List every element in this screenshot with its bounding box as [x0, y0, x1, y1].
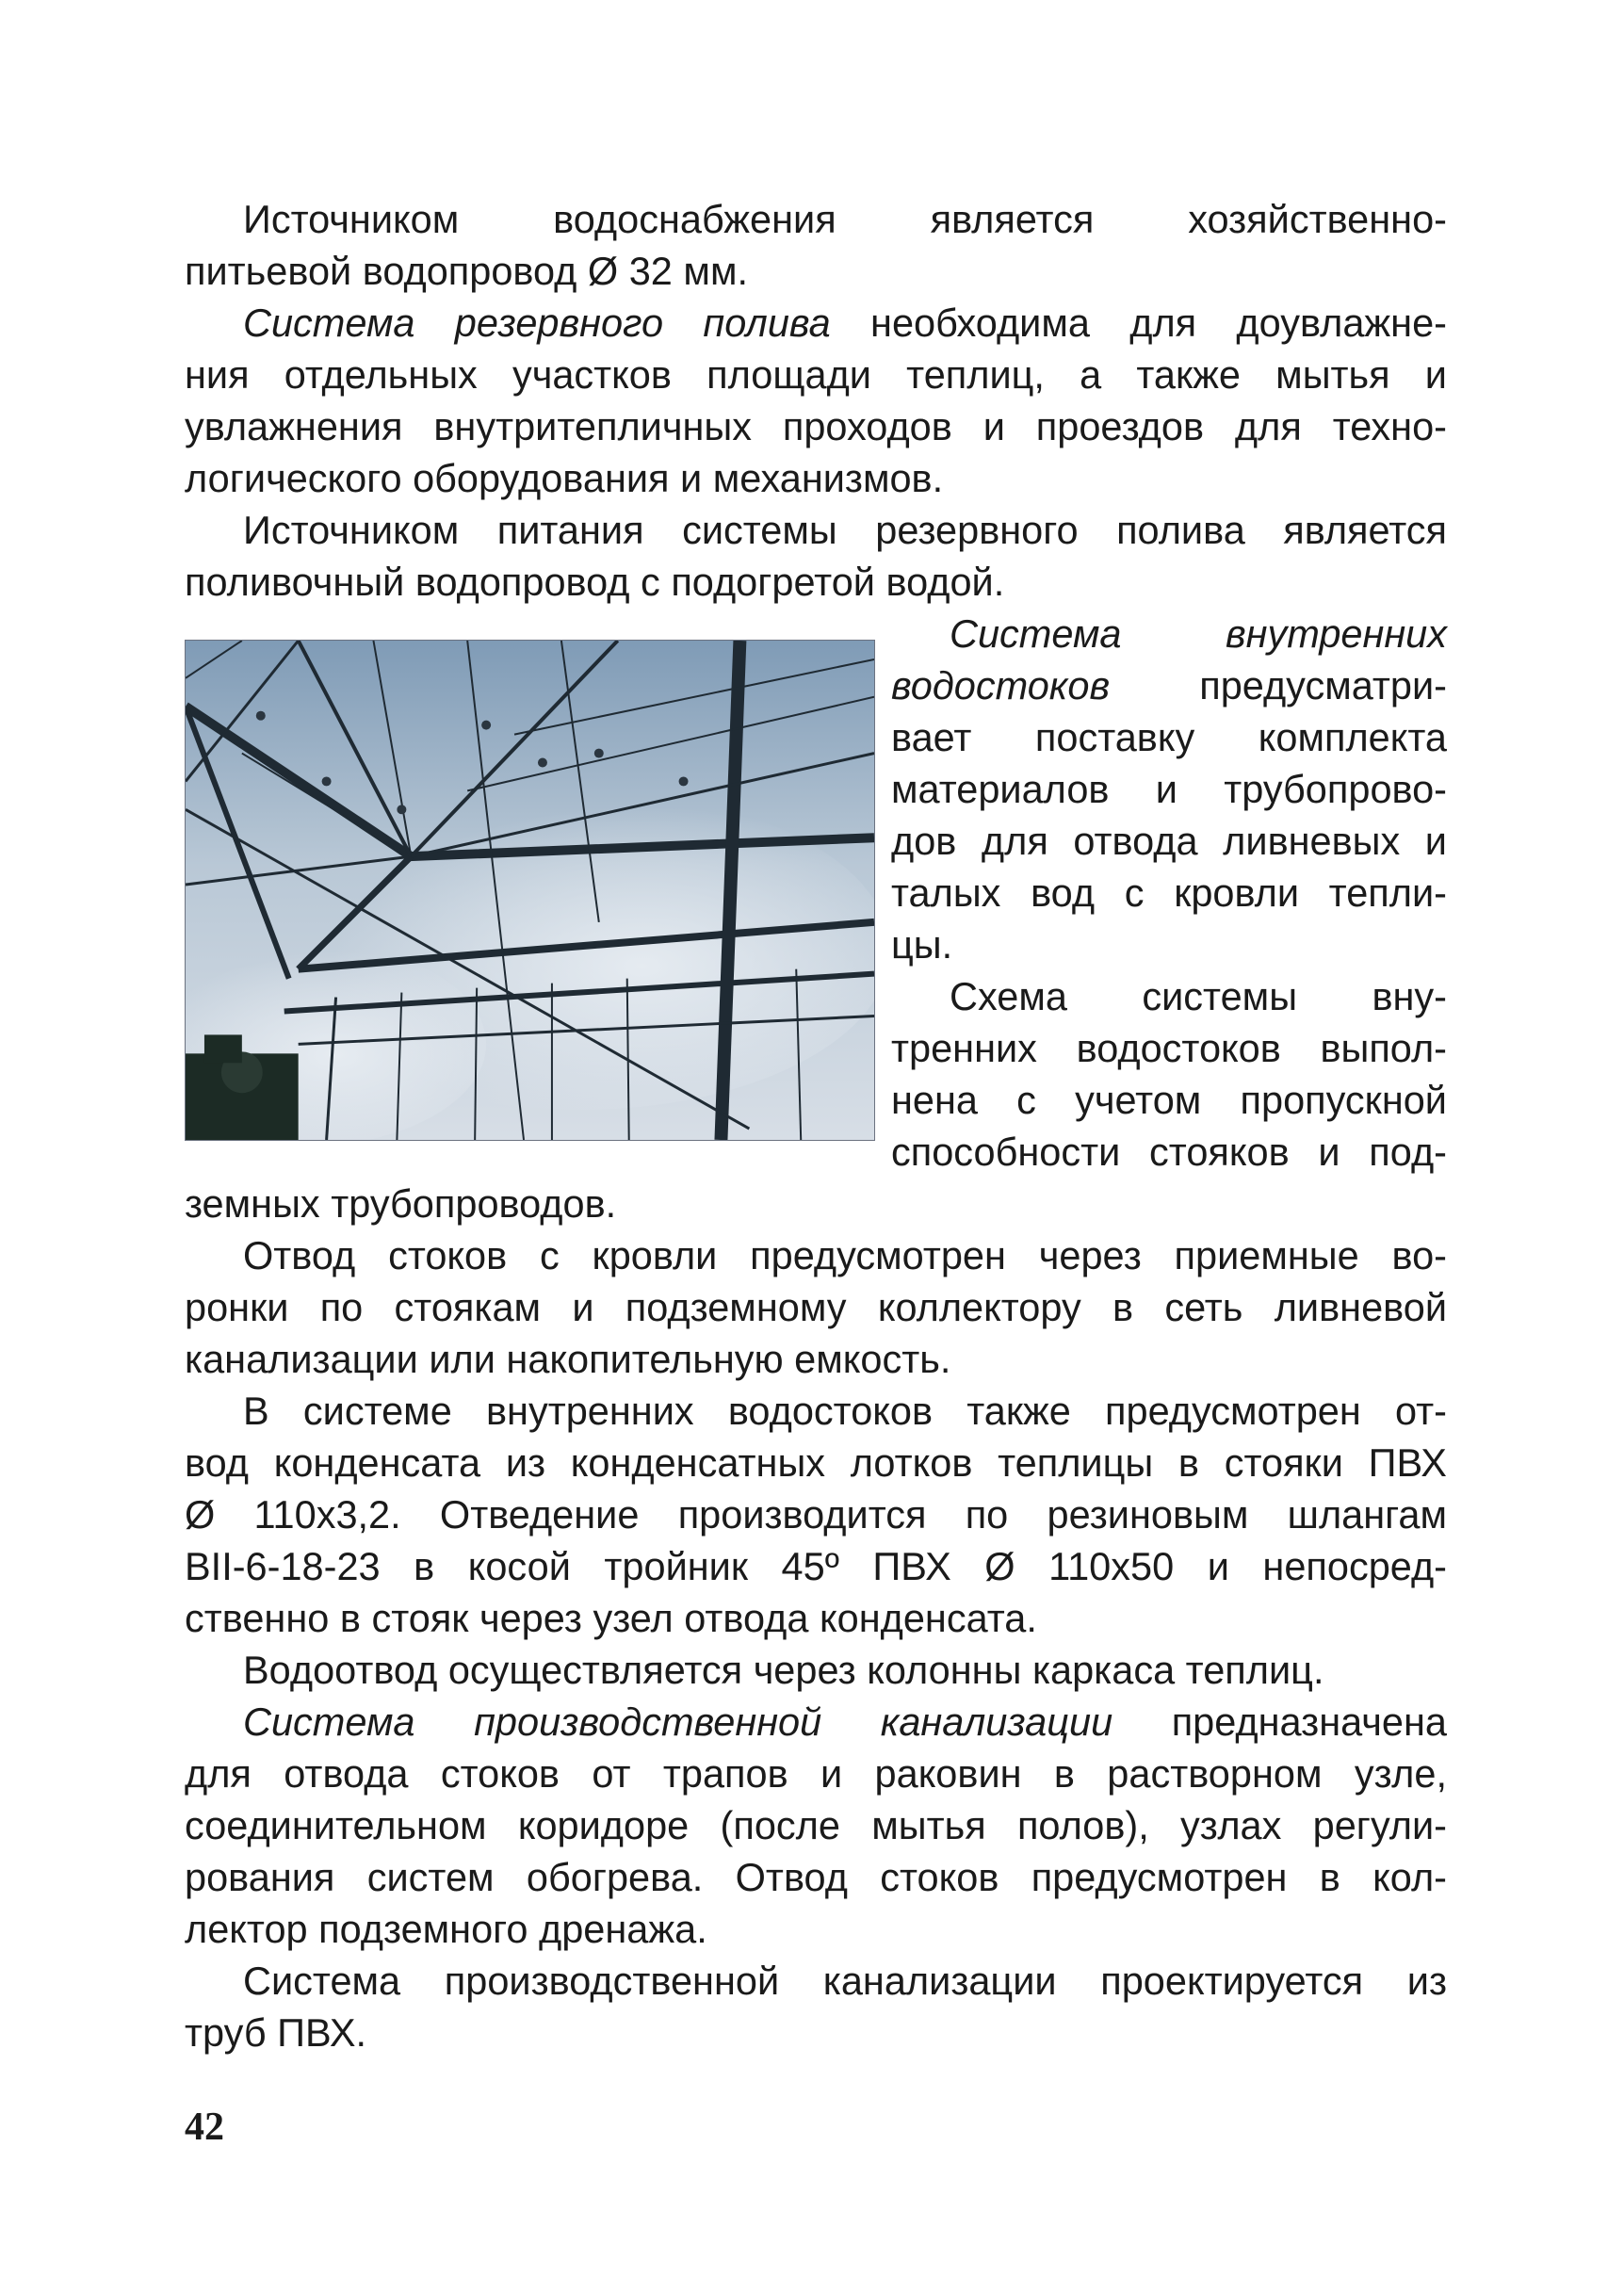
- text-line: Источником водоснабжения является хозяйственно-: [243, 197, 1447, 241]
- text-line: ронки по стоякам и подземному коллектору в сеть ливневой: [185, 1285, 1447, 1329]
- paragraph-condensate: [185, 1385, 1447, 1644]
- paragraph-industrial-sewer: [185, 1696, 1447, 1955]
- text-line: [891, 608, 1447, 659]
- text-line: земных трубопроводов.: [185, 1181, 617, 1226]
- text-line: увлажнения внутритепличных проходов и проездов для техно-: [185, 404, 1447, 448]
- text-line: лектор подземного дренажа.: [185, 1907, 707, 1951]
- text-line: [185, 1696, 1447, 1748]
- greenhouse-roof-photo: [185, 640, 875, 1141]
- text-line: ния отдельных участков площади теплиц, а также мытья и: [185, 352, 1447, 397]
- paragraph-roof-runoff: [185, 1229, 1447, 1385]
- paragraph-pvc-pipes: [185, 1955, 1447, 2058]
- text-line: способности стояков и под-: [891, 1130, 1447, 1174]
- text-line: нена с учетом пропускной: [891, 1078, 1447, 1122]
- text-line: Система производственной канализации проектируется из: [243, 1959, 1447, 2003]
- text-line: рования систем обогрева. Отвод стоков предусмотрен в кол-: [185, 1855, 1447, 1899]
- paragraph-internal-drains: [891, 608, 1447, 970]
- paragraph-drain-scheme: [891, 970, 1447, 1178]
- text-line: логического оборудования и механизмов.: [185, 456, 944, 500]
- text-fragment: предусматри-: [1110, 663, 1447, 707]
- text-line: вод конденсата из конденсатных лотков теплицы в стояки ПВХ: [185, 1440, 1447, 1485]
- text-line: Водоотвод осуществляется через колонны каркаса теплиц.: [243, 1648, 1324, 1692]
- text-line: поливочный водопровод с подогретой водой.: [185, 560, 1005, 604]
- text-line: В системе внутренних водостоков также предусмотрен от-: [243, 1389, 1447, 1433]
- text-line: для отвода стоков от трапов и раковин в растворном узле,: [185, 1751, 1447, 1796]
- text-fragment: необходима для доувлажне-: [830, 301, 1447, 345]
- text-line: цы.: [891, 922, 953, 967]
- text-line: Источником питания системы резервного полива является: [243, 508, 1447, 552]
- text-line: питьевой водопровод Ø 32 мм.: [185, 249, 749, 293]
- paragraph-backup-irrigation: [185, 297, 1447, 504]
- italic-term: Система внутренних: [950, 611, 1447, 656]
- text-line: труб ПВХ.: [185, 2010, 367, 2055]
- text-line: дов для отвода ливневых и: [891, 819, 1447, 863]
- text-line: Ø 110х3,2. Отведение производится по резиновым шлангам: [185, 1492, 1447, 1537]
- page-number: 42: [185, 2106, 224, 2149]
- text-line: [891, 659, 1447, 711]
- text-line: Схема системы вну-: [950, 974, 1447, 1018]
- text-line: BII-6-18-23 в косой тройник 45º ПВХ Ø 110х50 и непосред-: [185, 1544, 1447, 1588]
- text-line: канализации или накопительную емкость.: [185, 1337, 951, 1381]
- paragraph-drain-scheme-end: [185, 1178, 1447, 1229]
- paragraph-backup-source: [185, 504, 1447, 608]
- text-line: материалов и трубопрово-: [891, 767, 1447, 811]
- text-line: вает поставку комплекта: [891, 715, 1447, 759]
- text-line: Отвод стоков с кровли предусмотрен через приемные во-: [243, 1233, 1447, 1277]
- italic-term: водостоков: [891, 663, 1111, 707]
- italic-term: Система производственной канализации: [243, 1699, 1113, 1744]
- text-fragment: предназначена: [1112, 1699, 1447, 1744]
- paragraph-drainage-columns: [185, 1644, 1447, 1696]
- paragraph-water-source: [185, 193, 1447, 297]
- text-line: ственно в стояк через узел отвода конденсата.: [185, 1596, 1037, 1640]
- text-line: тренних водостоков выпол-: [891, 1026, 1447, 1070]
- italic-term: Система резервного полива: [243, 301, 831, 345]
- text-line: соединительном коридоре (после мытья полов), узлах регули-: [185, 1803, 1447, 1847]
- text-line: [185, 297, 1447, 349]
- text-line: талых вод с кровли тепли-: [891, 870, 1447, 915]
